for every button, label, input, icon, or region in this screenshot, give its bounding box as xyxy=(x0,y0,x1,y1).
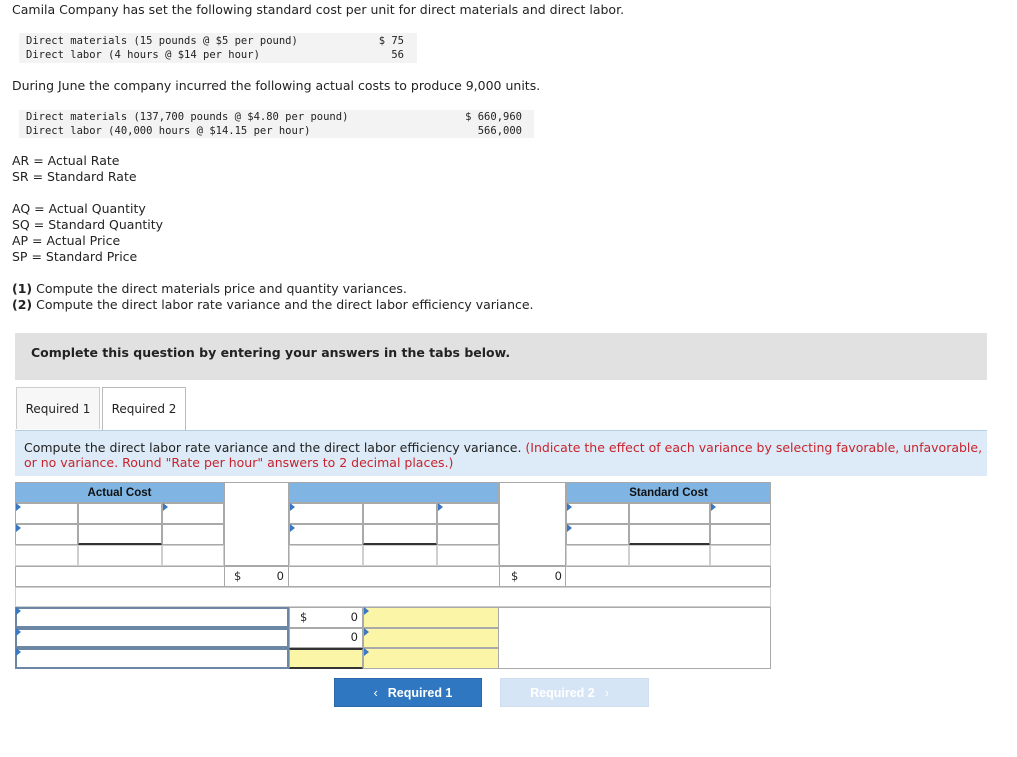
actual-hours-input[interactable] xyxy=(15,503,78,524)
task-2 xyxy=(12,297,534,313)
standard-total-value: 0 xyxy=(554,569,562,583)
variance-3-label-select[interactable] xyxy=(15,648,289,669)
actual-cost-header: Actual Cost xyxy=(15,482,224,503)
dropdown-indicator-icon xyxy=(438,503,443,511)
middle-row2-unit[interactable] xyxy=(437,524,499,545)
standard-row2-unit[interactable] xyxy=(710,524,771,545)
tab-required-1[interactable]: Required 1 xyxy=(16,387,100,429)
actual-row3-a xyxy=(15,545,78,566)
instruction-note: (Indicate the effect of each variance by selecting favorable, unfavorable, or no variance. Round "Rate per hour" answers to 2 decimal places.) xyxy=(24,440,983,470)
prev-required-label: Required 1 xyxy=(387,685,453,700)
variance-2-effect-select[interactable] xyxy=(363,628,499,648)
actual-row2-label[interactable] xyxy=(15,524,78,545)
standard-hours-value[interactable] xyxy=(629,503,710,524)
actual-total-value: 0 xyxy=(276,569,284,583)
actual-row3-b xyxy=(78,545,162,566)
standard-hours-label-input[interactable] xyxy=(566,503,629,524)
dropdown-indicator-icon xyxy=(290,503,295,511)
instruction-text xyxy=(24,440,984,470)
variance-2-value: 0 xyxy=(350,630,358,644)
standard-cost-materials-amount: $ 75 xyxy=(378,35,404,47)
definition-sp: SP = Standard Price xyxy=(12,249,138,264)
variance-3-effect-select[interactable] xyxy=(363,648,499,669)
task-1-text: Compute the direct materials price and quantity variances. xyxy=(32,281,407,296)
task-1 xyxy=(12,281,407,297)
actual-hours-value[interactable] xyxy=(78,503,162,524)
definition-aq: AQ = Actual Quantity xyxy=(12,201,146,216)
banner-text: Complete this question by entering your answers in the tabs below. xyxy=(31,345,511,360)
standard-row3-c xyxy=(710,545,771,566)
standard-row2-label[interactable] xyxy=(566,524,629,545)
middle-hours-value[interactable] xyxy=(363,503,437,524)
middle-hours-label-input[interactable] xyxy=(289,503,363,524)
instruction-main: Compute the direct labor rate variance and the direct labor efficiency variance. xyxy=(24,440,526,455)
dropdown-indicator-icon xyxy=(290,524,295,532)
intro-text: Camila Company has set the following standard cost per unit for direct materials and direct labor. xyxy=(12,2,625,17)
middle-row3-b xyxy=(363,545,437,566)
actual-cost-labor-label: Direct labor (40,000 hours @ $14.15 per hour) xyxy=(26,125,311,137)
actual-cost-materials-amount: $ 660,960 xyxy=(465,111,522,123)
prev-required-button[interactable] xyxy=(334,678,482,707)
definition-ar: AR = Actual Rate xyxy=(12,153,120,168)
actual-rate-value[interactable] xyxy=(78,524,162,545)
standard-row3-a xyxy=(566,545,629,566)
actual-cost-labor-amount: 566,000 xyxy=(477,125,522,137)
definition-ap: AP = Actual Price xyxy=(12,233,121,248)
dropdown-indicator-icon xyxy=(16,607,21,615)
dropdown-indicator-icon xyxy=(567,503,572,511)
variance-1-value: 0 xyxy=(350,610,358,624)
chevron-right-icon: › xyxy=(604,685,609,700)
dropdown-indicator-icon xyxy=(16,648,21,656)
dropdown-indicator-icon xyxy=(567,524,572,532)
standard-cost-labor-amount: 56 xyxy=(391,49,404,61)
middle-rate-label-input[interactable] xyxy=(437,503,499,524)
definition-sr: SR = Standard Rate xyxy=(12,169,137,184)
middle-total-spacer xyxy=(499,482,566,566)
task-2-text: Compute the direct labor rate variance and the direct labor efficiency variance. xyxy=(32,297,534,312)
middle-row3-a xyxy=(289,545,363,566)
actual-row2-unit[interactable] xyxy=(162,524,224,545)
variance-1-effect-select[interactable] xyxy=(363,607,499,628)
standard-rate-label-input[interactable] xyxy=(710,503,771,524)
middle-row3-c xyxy=(437,545,499,566)
chevron-left-icon: ‹ xyxy=(373,685,378,700)
middle-rate-value[interactable] xyxy=(363,524,437,545)
variance-3-amount[interactable] xyxy=(289,648,363,669)
variance-2-label-select[interactable] xyxy=(15,628,289,648)
dropdown-indicator-icon xyxy=(16,503,21,511)
spacer-row xyxy=(15,587,771,607)
variance-dollar-sign: $ xyxy=(300,610,308,624)
dropdown-indicator-icon xyxy=(364,628,369,636)
standard-total-dollar: $ xyxy=(511,569,519,583)
actual-rate-label-input[interactable] xyxy=(162,503,224,524)
dropdown-indicator-icon xyxy=(163,503,168,511)
dropdown-indicator-icon xyxy=(364,648,369,656)
definition-sq: SQ = Standard Quantity xyxy=(12,217,164,232)
next-required-label: Required 2 xyxy=(530,685,595,700)
question-instruction xyxy=(15,430,987,476)
next-required-button[interactable] xyxy=(500,678,649,707)
tab-required-2[interactable]: Required 2 xyxy=(102,387,186,430)
task-2-number: (2) xyxy=(12,297,33,312)
dropdown-indicator-icon xyxy=(16,524,21,532)
middle-header xyxy=(289,482,499,503)
middle-row2-label[interactable] xyxy=(289,524,363,545)
actual-intro-text: During June the company incurred the following actual costs to produce 9,000 units. xyxy=(12,78,541,93)
actual-total-spacer xyxy=(224,482,289,566)
standard-cost-materials-label: Direct materials (15 pounds @ $5 per pound) xyxy=(26,35,298,47)
dropdown-indicator-icon xyxy=(16,628,21,636)
dropdown-indicator-icon xyxy=(711,503,716,511)
instructions-banner xyxy=(15,333,987,380)
actual-total-dollar: $ xyxy=(234,569,242,583)
dropdown-indicator-icon xyxy=(364,607,369,615)
standard-row3-b xyxy=(629,545,710,566)
standard-rate-value[interactable] xyxy=(629,524,710,545)
totals-row xyxy=(15,566,771,587)
task-1-number: (1) xyxy=(12,281,33,296)
standard-cost-header: Standard Cost xyxy=(566,482,771,503)
actual-cost-materials-label: Direct materials (137,700 pounds @ $4.80 per pound) xyxy=(26,111,349,123)
variance-1-label-select[interactable] xyxy=(15,607,289,628)
actual-row3-c xyxy=(162,545,224,566)
standard-cost-labor-label: Direct labor (4 hours @ $14 per hour) xyxy=(26,49,260,61)
